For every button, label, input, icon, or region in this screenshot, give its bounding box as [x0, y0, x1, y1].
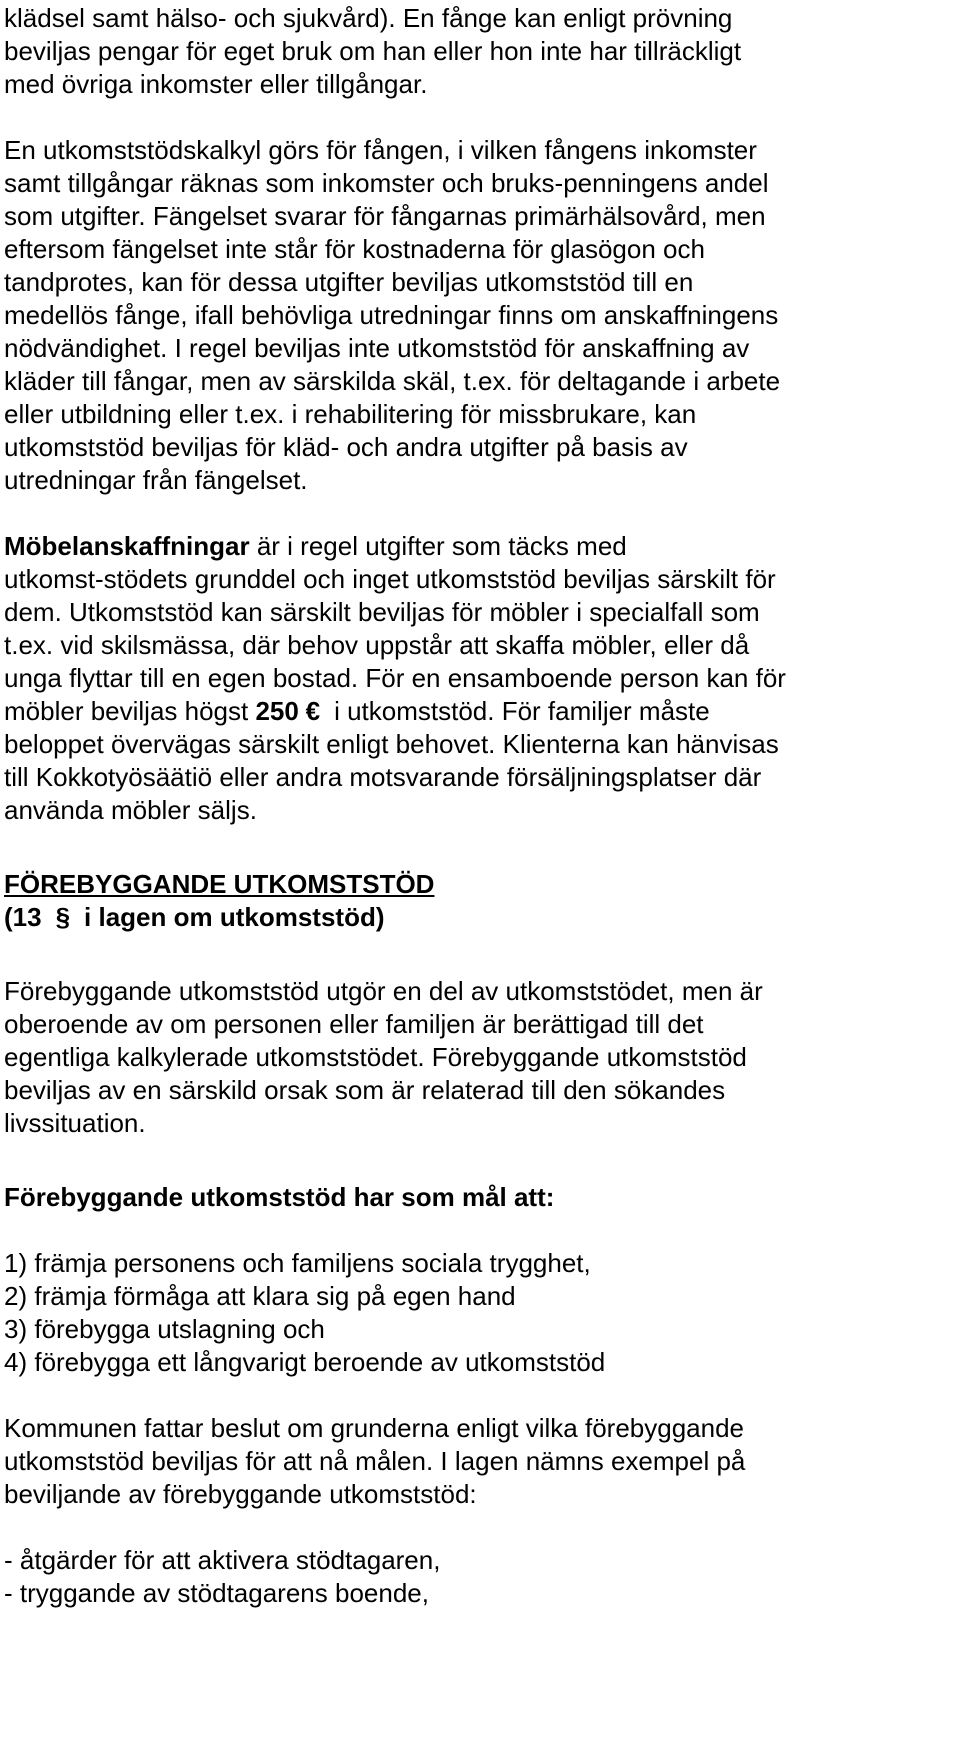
text-line: beviljande av förebyggande utkomststöd: — [4, 1479, 477, 1509]
text-line: eftersom fängelset inte står för kostnaderna för glasögon och — [4, 234, 705, 264]
text-line: oberoende av om personen eller familjen är berättigad till det — [4, 1009, 704, 1039]
text-fragment: i utkomststöd. För familjer måste — [326, 696, 710, 726]
text-line: nödvändighet. I regel beviljas inte utkomststöd för anskaffning av — [4, 333, 750, 363]
text-line: egentliga kalkylerade utkomststödet. Förebyggande utkomststöd — [4, 1042, 747, 1072]
paragraph-spacer — [4, 497, 944, 530]
text-line: till Kokkotyösäätiö eller andra motsvarande försäljningsplatser där — [4, 762, 762, 792]
text-line: Förebyggande utkomststöd utgör en del av utkomststödet, men är — [4, 976, 763, 1006]
text-fragment: i lagen om utkomststöd) — [76, 902, 385, 932]
section-heading — [4, 868, 944, 934]
section-glyph: § — [55, 902, 71, 932]
paragraph-utkomststodskalkyl — [4, 134, 944, 497]
text-line: unga flyttar till en egen bostad. För en ensamboende person kan för — [4, 663, 786, 693]
paragraph-kommunen-beslut — [4, 1412, 944, 1511]
paragraph-spacer — [4, 934, 944, 975]
text-line: utredningar från fängelset. — [4, 465, 308, 495]
list-item: 4) förebygga ett långvarigt beroende av utkomststöd — [4, 1347, 606, 1377]
paragraph-spacer — [4, 1140, 944, 1181]
text-line: En utkomststödskalkyl görs för fången, i vilken fångens inkomster — [4, 135, 757, 165]
list-item: 3) förebygga utslagning och — [4, 1314, 325, 1344]
text-line: använda möbler säljs. — [4, 795, 257, 825]
text-line: utkomst-stödets grunddel och inget utkomststöd beviljas särskilt för — [4, 564, 776, 594]
paragraph-spacer — [4, 1379, 944, 1412]
list-item: 2) främja förmåga att klara sig på egen hand — [4, 1281, 516, 1311]
text-line: kläder till fångar, men av särskilda skäl, t.ex. för deltagande i arbete — [4, 366, 781, 396]
text-line: medellös fånge, ifall behövliga utredningar finns om anskaffningens — [4, 300, 779, 330]
list-item: 1) främja personens och familjens sociala trygghet, — [4, 1248, 591, 1278]
text-line: samt tillgångar räknas som inkomster och bruks-penningens andel — [4, 168, 769, 198]
text-line: dem. Utkomststöd kan särskilt beviljas för möbler i specialfall som — [4, 597, 760, 627]
paragraph-spacer — [4, 1511, 944, 1544]
currency-glyph: € — [305, 696, 321, 726]
text-line: som utgifter. Fängelset svarar för fångarnas primärhälsovård, men — [4, 201, 766, 231]
text-line: utkomststöd beviljas för att nå målen. I lagen nämns exempel på — [4, 1446, 746, 1476]
list-item: - tryggande av stödtagarens boende, — [4, 1578, 429, 1608]
section-title: FÖREBYGGANDE UTKOMSTSTÖD — [4, 869, 435, 899]
amount-value: 250 — [255, 696, 299, 726]
text-line: tandprotes, kan för dessa utgifter beviljas utkomststöd till en — [4, 267, 694, 297]
text-fragment: är i regel utgifter som täcks med — [249, 531, 627, 561]
paragraph-spacer — [4, 101, 944, 134]
text-line: Kommunen fattar beslut om grunderna enligt vilka förebyggande — [4, 1413, 744, 1443]
document-body — [4, 2, 944, 1610]
paragraph-spacer — [4, 827, 944, 868]
text-fragment: möbler beviljas högst — [4, 696, 256, 726]
text-line: beviljas av en särskild orsak som är relaterad till den sökandes — [4, 1075, 726, 1105]
text-fragment: (13 — [4, 902, 49, 932]
text-line: livssituation. — [4, 1108, 146, 1138]
text-line — [4, 695, 944, 728]
paragraph-fange-pengar — [4, 2, 944, 101]
text-line: utkomststöd beviljas för kläd- och andra utgifter på basis av — [4, 432, 688, 462]
text-line: beloppet övervägas särskilt enligt behovet. Klienterna kan hänvisas — [4, 729, 779, 759]
section-subtitle — [4, 901, 944, 934]
bold-term-mobelanskaffningar: Möbelanskaffningar — [4, 531, 250, 561]
paragraph-mobelanskaffningar — [4, 530, 944, 827]
text-line: klädsel samt hälso- och sjukvård). En fånge kan enligt prövning — [4, 3, 733, 33]
text-line: eller utbildning eller t.ex. i rehabilitering för missbrukare, kan — [4, 399, 697, 429]
paragraph-forebyggande-definition — [4, 975, 944, 1140]
text-line: med övriga inkomster eller tillgångar. — [4, 69, 428, 99]
paragraph-spacer — [4, 1214, 944, 1247]
text-line: beviljas pengar för eget bruk om han eller hon inte har tillräckligt — [4, 36, 742, 66]
text-line: t.ex. vid skilsmässa, där behov uppstår att skaffa möbler, eller då — [4, 630, 750, 660]
goals-list — [4, 1247, 944, 1379]
goals-heading: Förebyggande utkomststöd har som mål att: — [4, 1182, 555, 1212]
examples-list — [4, 1544, 944, 1610]
text-line — [4, 530, 944, 563]
list-item: - åtgärder för att aktivera stödtagaren, — [4, 1545, 441, 1575]
